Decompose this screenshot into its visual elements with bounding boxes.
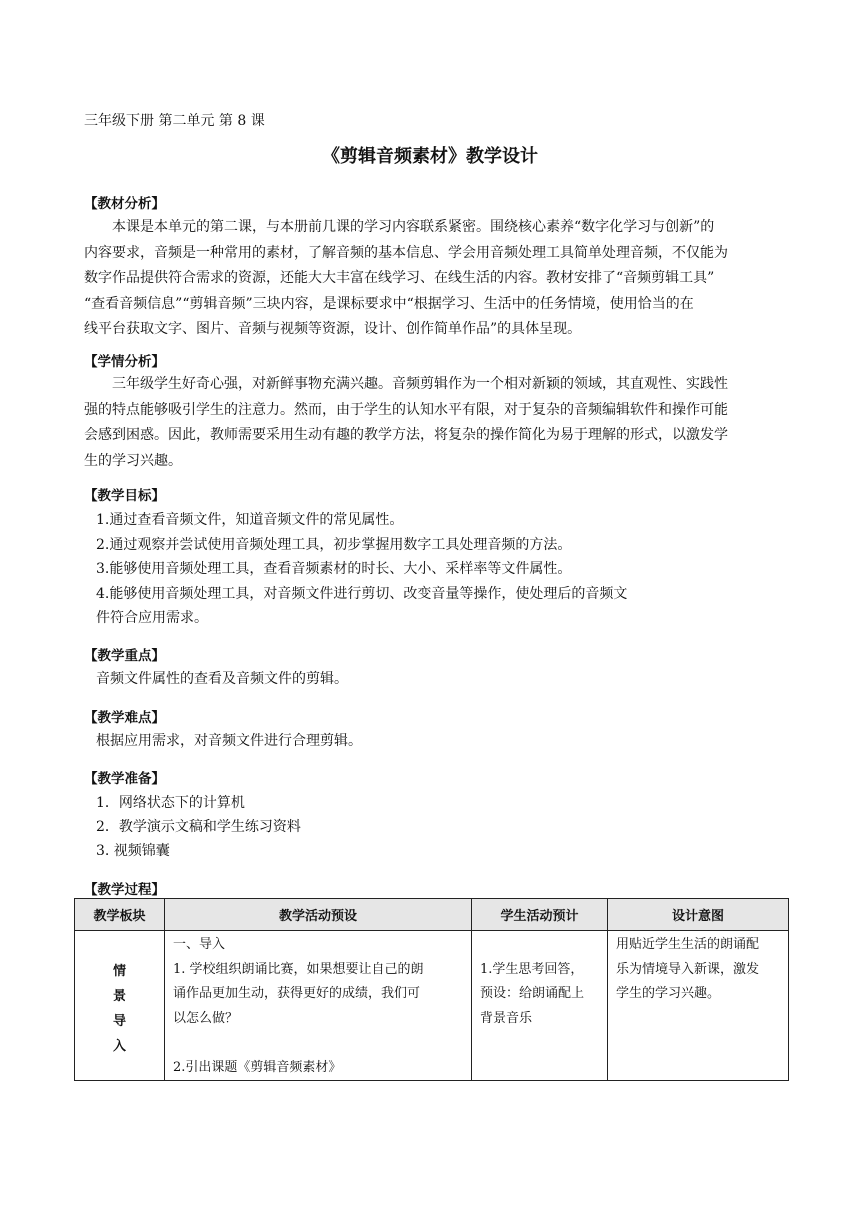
column-header-teacher-activity: 教学活动预设 bbox=[165, 899, 472, 931]
objective-item: 2.通过观察并尝试使用音频处理工具，初步掌握用数字工具处理音频的方法。 bbox=[96, 537, 572, 553]
key-points-text: 音频文件属性的查看及音频文件的剪辑。 bbox=[96, 671, 348, 687]
section-char: 情 bbox=[112, 964, 126, 979]
process-heading: 【教学过程】 bbox=[84, 882, 165, 898]
paragraph-line: 强的特点能够吸引学生的注意力。然而，由于学生的认知水平有限，对于复杂的音频编辑软件和操作可能 bbox=[84, 401, 728, 418]
cell-line bbox=[173, 1031, 463, 1056]
preparation-item: 1．网络状态下的计算机 bbox=[96, 795, 245, 811]
process-table bbox=[74, 898, 789, 1081]
cell-line: 用贴近学生生活的朗诵配 bbox=[616, 937, 760, 952]
paragraph-line: 线平台获取文字、图片、音频与视频等资源，设计、创作简单作品”的具体呈现。 bbox=[84, 321, 582, 338]
cell-line: 1. 学校组织朗诵比赛，如果想要让自己的朗 bbox=[173, 961, 424, 977]
objective-item: 件符合应用需求。 bbox=[96, 610, 208, 626]
course-info: 三年级下册 第二单元 第 8 课 bbox=[84, 113, 265, 129]
table-header-row bbox=[75, 899, 789, 931]
learner-analysis-text bbox=[84, 372, 780, 474]
objective-item: 1.通过查看音频文件，知道音频文件的常见属性。 bbox=[96, 512, 404, 528]
paragraph-line: 三年级学生好奇心强，对新鲜事物充满兴趣。音频剪辑作为一个相对新颖的领域，其直观性、实践性 bbox=[112, 376, 728, 392]
cell-line: 预设：给朗诵配上 bbox=[480, 986, 585, 1001]
objective-item: 3.能够使用音频处理工具，查看音频素材的时长、大小、采样率等文件属性。 bbox=[96, 561, 572, 577]
student-activity-cell bbox=[472, 931, 608, 1081]
paragraph-line: 内容要求，音频是一种常用的素材，了解音频的基本信息、学会用音频处理工具简单处理音频，不仅能为 bbox=[84, 244, 728, 261]
column-header-design-intent: 设计意图 bbox=[608, 899, 789, 931]
objective-item: 4.能够使用音频处理工具，对音频文件进行剪切、改变音量等操作，使处理后的音频文 bbox=[96, 586, 628, 602]
paragraph-line: 数字作品提供符合需求的资源，还能大大丰富在线学习、在线生活的内容。教材安排了“音频剪辑工具” bbox=[84, 270, 715, 287]
document-title: 《剪辑音频素材》教学设计 bbox=[322, 146, 538, 167]
cell-line: 一、导入 bbox=[173, 937, 226, 952]
section-char: 景 bbox=[112, 989, 126, 1004]
paragraph-line: 会感到困惑。因此，教师需要采用生动有趣的教学方法，将复杂的操作简化为易于理解的形式，以激发学 bbox=[84, 427, 728, 444]
section-cell bbox=[75, 931, 165, 1081]
preparation-heading: 【教学准备】 bbox=[84, 771, 165, 787]
paragraph-line: 生的学习兴趣。 bbox=[84, 452, 182, 469]
cell-line: 1.学生思考回答， bbox=[480, 961, 584, 977]
teacher-activity-cell bbox=[165, 931, 472, 1081]
paragraph-line: “查看音频信息”“剪辑音频”三块内容，是课标要求中“根据学习、生活中的任务情境，使用恰当的在 bbox=[84, 295, 694, 312]
cell-line: 诵作品更加生动，获得更好的成绩，我们可 bbox=[173, 986, 421, 1001]
preparation-item: 2．教学演示文稿和学生练习资料 bbox=[96, 819, 301, 835]
table-row bbox=[75, 931, 789, 1081]
preparation-item: 3. 视频锦囊 bbox=[96, 843, 170, 859]
material-analysis-text bbox=[84, 215, 780, 343]
section-char: 导 bbox=[112, 1014, 126, 1029]
cell-line: 2.引出课题《剪辑音频素材》 bbox=[173, 1059, 342, 1075]
section-char: 入 bbox=[112, 1039, 126, 1054]
difficulties-heading: 【教学难点】 bbox=[84, 710, 165, 726]
cell-line: 学生的学习兴趣。 bbox=[616, 986, 721, 1001]
learner-analysis-heading: 【学情分析】 bbox=[84, 354, 165, 370]
objectives-heading: 【教学目标】 bbox=[84, 488, 165, 504]
column-header-section: 教学板块 bbox=[75, 899, 165, 931]
cell-line bbox=[480, 933, 599, 958]
column-header-student-activity: 学生活动预计 bbox=[472, 899, 608, 931]
design-intent-cell bbox=[608, 931, 789, 1081]
cell-line: 乐为情境导入新课，激发 bbox=[616, 961, 760, 977]
material-analysis-heading: 【教材分析】 bbox=[84, 196, 165, 212]
cell-line: 以怎么做？ bbox=[173, 1010, 239, 1026]
cell-line: 背景音乐 bbox=[480, 1010, 533, 1026]
difficulties-text: 根据应用需求，对音频文件进行合理剪辑。 bbox=[96, 733, 362, 749]
paragraph-line: 本课是本单元的第二课，与本册前几课的学习内容联系紧密。围绕核心素养“数字化学习与创新”的 bbox=[112, 219, 715, 235]
key-points-heading: 【教学重点】 bbox=[84, 648, 165, 664]
